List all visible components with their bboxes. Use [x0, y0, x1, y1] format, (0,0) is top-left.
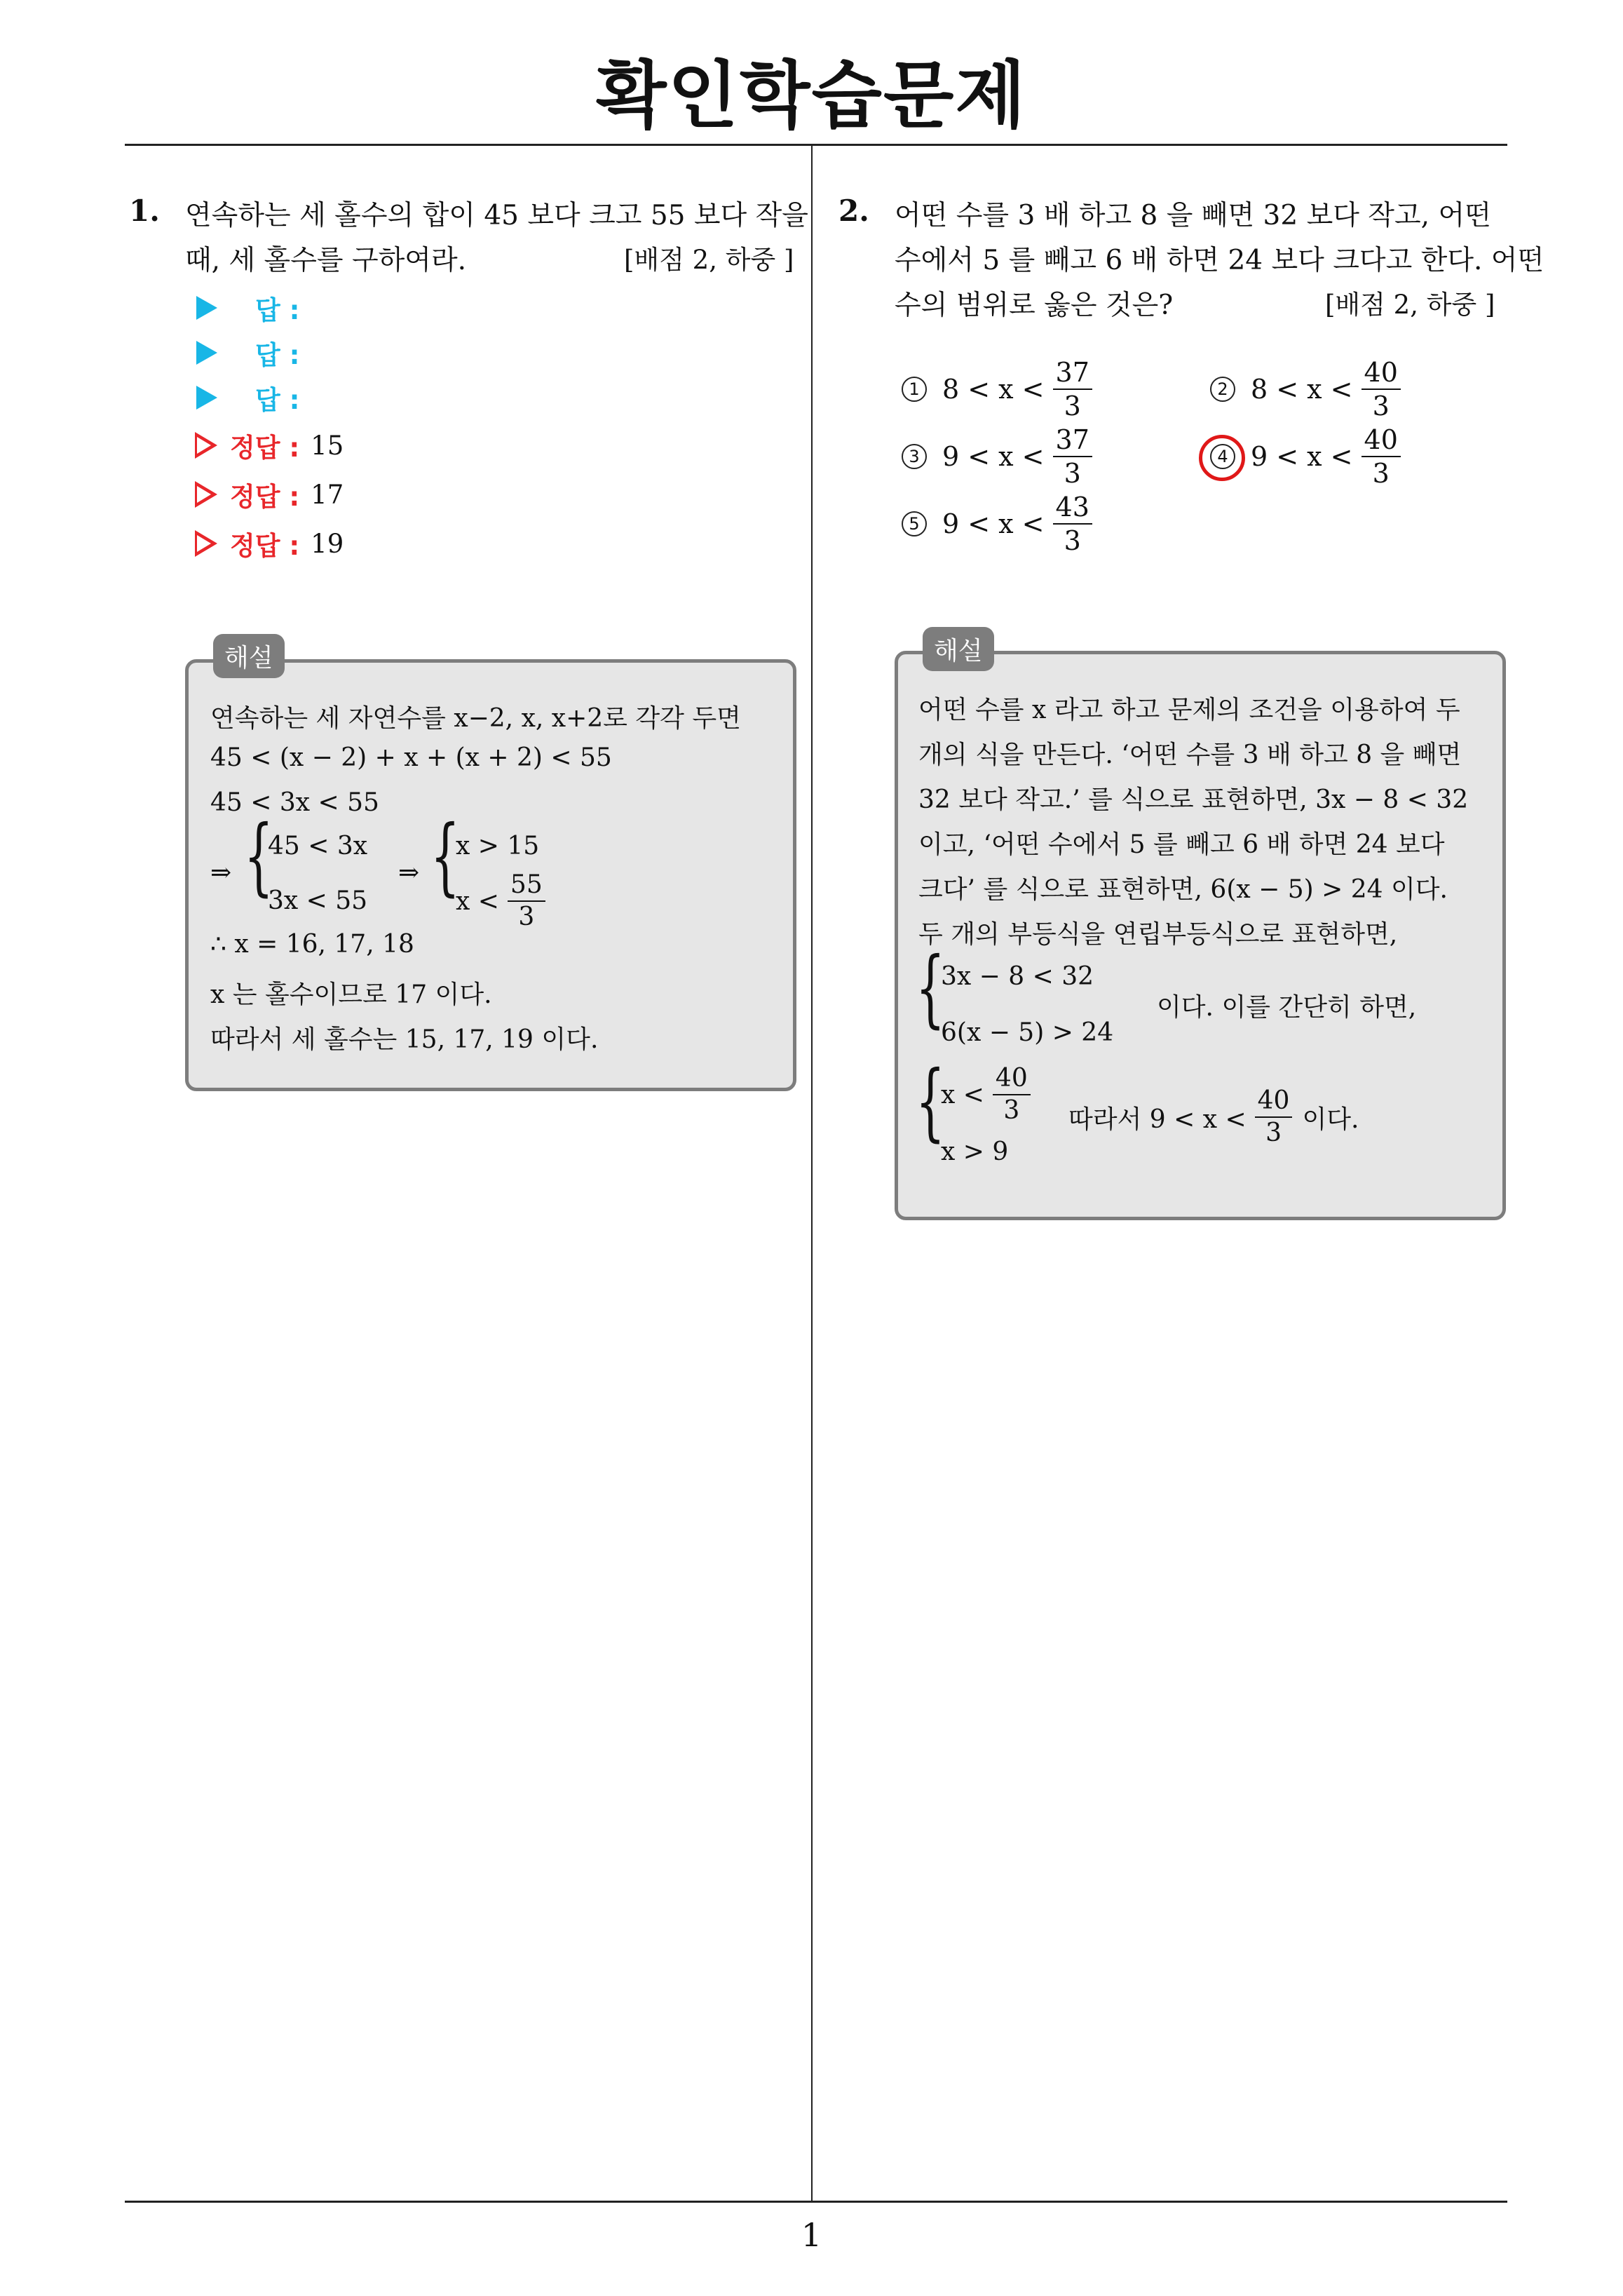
fraction-denominator: 3 — [1372, 458, 1390, 489]
question-text-line: 수의 범위로 옳은 것은? — [895, 290, 1174, 321]
system-line: 45 < 3x — [268, 832, 368, 860]
page-title: 확인학습문제 — [596, 53, 1027, 138]
fraction-numerator: 37 — [1053, 359, 1092, 390]
choice-number: 3 — [902, 444, 927, 469]
system-line: x > 9 — [941, 1137, 1009, 1166]
correct-value: 17 — [311, 479, 344, 510]
fraction-numerator: 40 — [1361, 426, 1401, 457]
fraction-numerator: 43 — [1053, 494, 1092, 525]
fraction-numerator: 37 — [1053, 426, 1092, 457]
choice-text: 9 < x < — [1251, 441, 1353, 472]
fraction-numerator: 40 — [993, 1066, 1031, 1095]
score-difficulty: [배점 2, 하중 ] — [624, 245, 794, 275]
system-line: x > 15 — [456, 832, 540, 860]
explanation-line: ∴ x = 16, 17, 18 — [210, 930, 414, 959]
fraction — [1361, 426, 1401, 487]
conclusion-suffix: 이다. — [1302, 1105, 1359, 1134]
system-line: 3x − 8 < 32 — [941, 962, 1094, 991]
explanation-line: 45 < 3x < 55 — [210, 788, 379, 817]
answer-marker-icon — [196, 341, 217, 365]
answer-marker-icon — [196, 296, 217, 320]
conclusion-line — [1068, 1088, 1359, 1146]
fraction — [1053, 494, 1092, 554]
choice-text: 8 < x < — [942, 374, 1045, 405]
system-line: 3x < 55 — [268, 886, 368, 915]
system-line — [941, 1066, 1031, 1123]
explanation-tag: 해설 — [923, 627, 994, 671]
fraction — [993, 1066, 1031, 1123]
fraction-denominator: 3 — [1003, 1096, 1020, 1125]
explanation-line: 크다’ 를 식으로 표현하면, 6(x − 5) > 24 이다. — [918, 875, 1448, 904]
page-number: 1 — [801, 2216, 822, 2254]
choice-text: 9 < x < — [942, 441, 1045, 472]
answer-row — [196, 289, 299, 327]
explanation-line: x 는 홀수이므로 17 이다. — [210, 980, 492, 1009]
explanation-line: 이고, ‘어떤 수에서 5 를 빼고 6 배 하면 24 보다 — [918, 830, 1445, 859]
choice-number: 2 — [1210, 377, 1235, 402]
explanation-line: 어떤 수를 x 라고 하고 문제의 조건을 이용하여 두 — [918, 696, 1460, 724]
choice-number: 4 — [1210, 444, 1235, 469]
fraction-denominator: 3 — [1372, 391, 1390, 421]
question-text-line: 때, 세 홀수를 구하여라. — [185, 245, 467, 276]
fraction-denominator: 3 — [518, 903, 535, 931]
choice-5[interactable] — [902, 494, 1092, 554]
score-difficulty: [배점 2, 하중 ] — [1325, 290, 1495, 320]
explanation-line: 이다. 이를 간단히 하면, — [1157, 993, 1417, 1022]
system-brace: { — [244, 808, 273, 905]
fraction — [1255, 1088, 1293, 1146]
choice-number: 5 — [902, 511, 927, 536]
system-brace: { — [430, 808, 460, 905]
question-number: 2. — [838, 194, 869, 228]
choice-number: 1 — [902, 377, 927, 402]
answer-label: 답 : — [255, 385, 300, 415]
fraction-denominator: 3 — [1064, 525, 1081, 556]
fraction-numerator: 40 — [1255, 1088, 1293, 1118]
explanation-line: 개의 식을 만든다. ‘어떤 수를 3 배 하고 8 을 빼면 — [918, 741, 1462, 769]
fraction-numerator: 40 — [1361, 359, 1401, 390]
correct-answer-row — [195, 426, 344, 464]
system-brace: { — [916, 1053, 945, 1151]
correct-label: 정답 : — [230, 433, 300, 463]
column-divider — [811, 145, 813, 2202]
question-number: 1. — [129, 194, 160, 228]
fraction — [508, 872, 545, 930]
answer-marker-icon — [196, 386, 217, 410]
fraction-denominator: 3 — [1265, 1119, 1282, 1147]
correct-marker-icon — [195, 432, 217, 459]
correct-value: 19 — [311, 528, 344, 559]
fraction-denominator: 3 — [1064, 391, 1081, 421]
answer-row — [196, 379, 299, 417]
answer-circle-mark — [1199, 435, 1245, 481]
correct-label: 정답 : — [230, 531, 300, 561]
system-line: 6(x − 5) > 24 — [941, 1018, 1114, 1047]
answer-label: 답 : — [255, 295, 300, 325]
correct-answer-row — [195, 525, 344, 562]
implies-arrow: ⇒ — [210, 858, 232, 887]
question-text-line: 수에서 5 를 빼고 6 배 하면 24 보다 크다고 한다. 어떤 — [895, 245, 1544, 276]
question-text-line: 어떤 수를 3 배 하고 8 을 빼면 32 보다 작고, 어떤 — [895, 200, 1491, 231]
explanation-line: 따라서 세 홀수는 15, 17, 19 이다. — [210, 1025, 599, 1054]
question-text-line: 연속하는 세 홀수의 합이 45 보다 크고 55 보다 작을 — [185, 200, 808, 231]
bottom-rule — [125, 2201, 1507, 2203]
conclusion-text: 따라서 9 < x < — [1068, 1105, 1247, 1134]
answer-row — [196, 334, 299, 372]
implies-arrow: ⇒ — [398, 858, 420, 887]
fraction-numerator: 55 — [508, 872, 545, 902]
explanation-line: 32 보다 작고.’ 를 식으로 표현하면, 3x − 8 < 32 — [918, 785, 1469, 814]
inequality-text: x < — [941, 1080, 984, 1109]
explanation-tag: 해설 — [213, 634, 285, 678]
choice-1[interactable] — [902, 359, 1092, 419]
fraction — [1361, 359, 1401, 419]
system-line — [456, 872, 545, 930]
top-rule — [125, 144, 1507, 146]
choice-3[interactable] — [902, 426, 1092, 487]
system-brace: { — [916, 940, 945, 1037]
choice-2[interactable] — [1210, 359, 1401, 419]
correct-answer-row — [195, 475, 344, 513]
fraction — [1053, 359, 1092, 419]
correct-value: 15 — [311, 430, 344, 461]
choice-text: 8 < x < — [1251, 374, 1353, 405]
explanation-line: 두 개의 부등식을 연립부등식으로 표현하면, — [918, 920, 1398, 949]
choice-text: 9 < x < — [942, 508, 1045, 539]
answer-label: 답 : — [255, 340, 300, 370]
inequality-text: x < — [456, 886, 499, 916]
fraction — [1053, 426, 1092, 487]
correct-label: 정답 : — [230, 482, 300, 512]
correct-marker-icon — [195, 530, 217, 557]
fraction-denominator: 3 — [1064, 458, 1081, 489]
explanation-line: 연속하는 세 자연수를 x−2, x, x+2로 각각 두면 — [210, 704, 741, 733]
explanation-line: 45 < (x − 2) + x + (x + 2) < 55 — [210, 743, 612, 772]
correct-marker-icon — [195, 481, 217, 508]
